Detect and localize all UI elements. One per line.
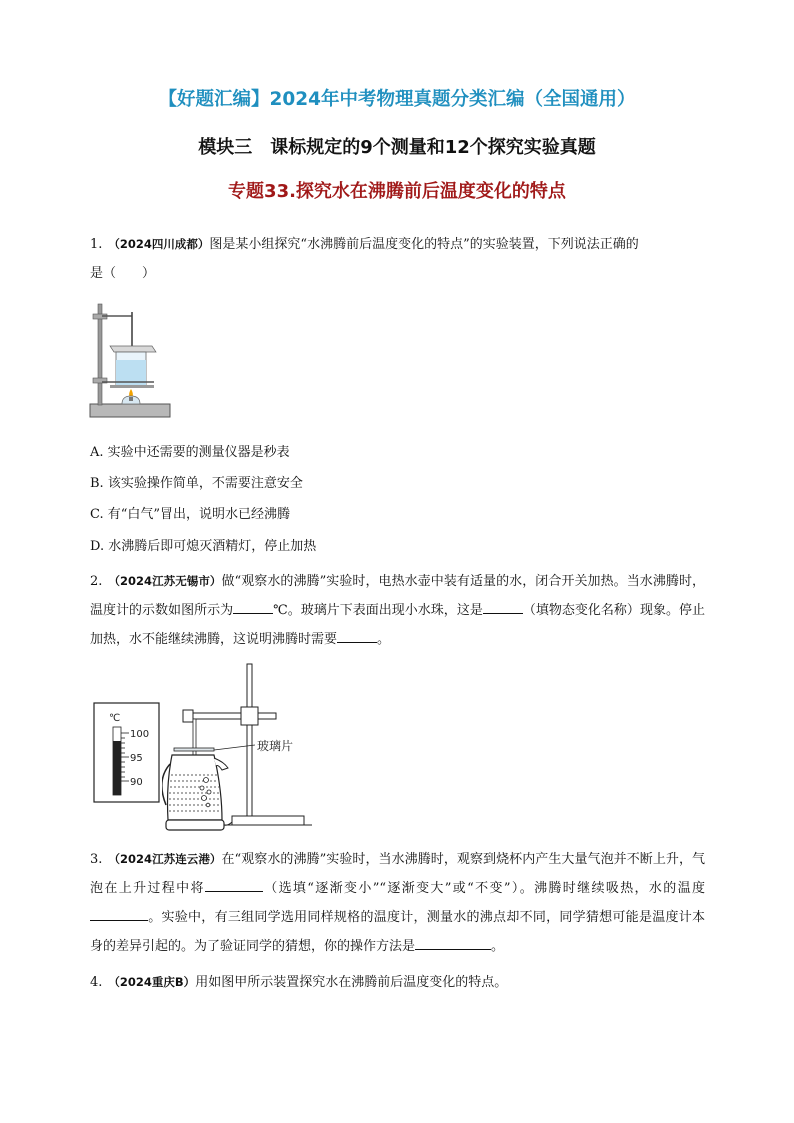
question-source: （2024江苏连云港） bbox=[108, 852, 222, 866]
question-text: 。 bbox=[491, 939, 505, 954]
figure-thermometer-scale bbox=[93, 702, 160, 803]
question-source: （2024四川成都） bbox=[108, 237, 210, 251]
question-4 bbox=[90, 968, 705, 997]
question-text: （选填“逐渐变小”“逐渐变大”或“不变”）。沸腾时继续吸热，水的温度 bbox=[262, 881, 705, 896]
tick-label-100: 100 bbox=[130, 729, 150, 740]
tick-label-90: 90 bbox=[130, 777, 143, 788]
option-a: A. 实验中还需要的测量仪器是秒表 bbox=[90, 445, 290, 460]
question-text: ℃。玻璃片下表面出现小水珠，这是 bbox=[273, 603, 483, 618]
answer-blank[interactable] bbox=[90, 906, 148, 921]
answer-blank[interactable] bbox=[233, 599, 273, 614]
question-text: 在“观察水的沸腾”实验时，当水沸腾时，观察到烧杯内产生大量气泡并不断上升，气泡在上升过程中将 bbox=[90, 852, 705, 896]
question-1 bbox=[90, 230, 705, 288]
question-text: 。 bbox=[377, 632, 391, 647]
question-number: 1. bbox=[90, 237, 103, 252]
question-2 bbox=[90, 567, 705, 654]
question-number: 4. bbox=[90, 975, 103, 990]
question-3 bbox=[90, 845, 705, 961]
answer-blank[interactable] bbox=[483, 599, 523, 614]
tick-label-95: 95 bbox=[130, 753, 143, 764]
question-text: 用如图甲所示装置探究水在沸腾前后温度变化的特点。 bbox=[195, 975, 508, 990]
answer-blank[interactable] bbox=[415, 935, 491, 950]
question-number: 3. bbox=[90, 852, 103, 867]
option-d: D. 水沸腾后即可熄灭酒精灯，停止加热 bbox=[90, 539, 317, 554]
figure-boiling-apparatus bbox=[88, 296, 173, 426]
question-source: （2024江苏无锡市） bbox=[108, 574, 222, 588]
option-b: B. 该实验操作简单，不需要注意安全 bbox=[90, 476, 303, 491]
figure-kettle-apparatus bbox=[162, 660, 322, 840]
module-heading: 模块三 课标规定的9个测量和12个探究实验真题 bbox=[198, 137, 596, 158]
question-source: （2024重庆B） bbox=[108, 975, 196, 989]
glass-plate-label: 玻璃片 bbox=[257, 739, 294, 753]
question-text: 做“观察水的沸腾”实验时，电热水壶中装有适量的水，闭合开关加热。当水沸腾时，温度计的示数如图所示为 bbox=[90, 574, 705, 618]
question-text: 。实验中，有三组同学选用同样规格的温度计，测量水的沸点却不同，同学猜想可能是温度计本身的差异引起的。为了验证同学的猜想，你的操作方法是 bbox=[90, 910, 705, 954]
question-number: 2. bbox=[90, 574, 103, 589]
option-c: C. 有“白气”冒出，说明水已经沸腾 bbox=[90, 507, 291, 522]
question-stem-cont: 是（ ） bbox=[90, 266, 156, 281]
question-text: （填物态变化名称）现象。停止加热，水不能继续沸腾，这说明沸腾时需要 bbox=[90, 603, 705, 647]
document-title: 【好题汇编】2024年中考物理真题分类汇编（全国通用） bbox=[158, 89, 636, 110]
answer-blank[interactable] bbox=[337, 628, 377, 643]
question-stem: 图是某小组探究“水沸腾前后温度变化的特点”的实验装置，下列说法正确的 bbox=[209, 237, 639, 252]
answer-blank[interactable] bbox=[205, 877, 263, 892]
topic-heading: 专题33.探究水在沸腾前后温度变化的特点 bbox=[228, 181, 566, 202]
thermometer-unit: ℃ bbox=[109, 713, 121, 724]
